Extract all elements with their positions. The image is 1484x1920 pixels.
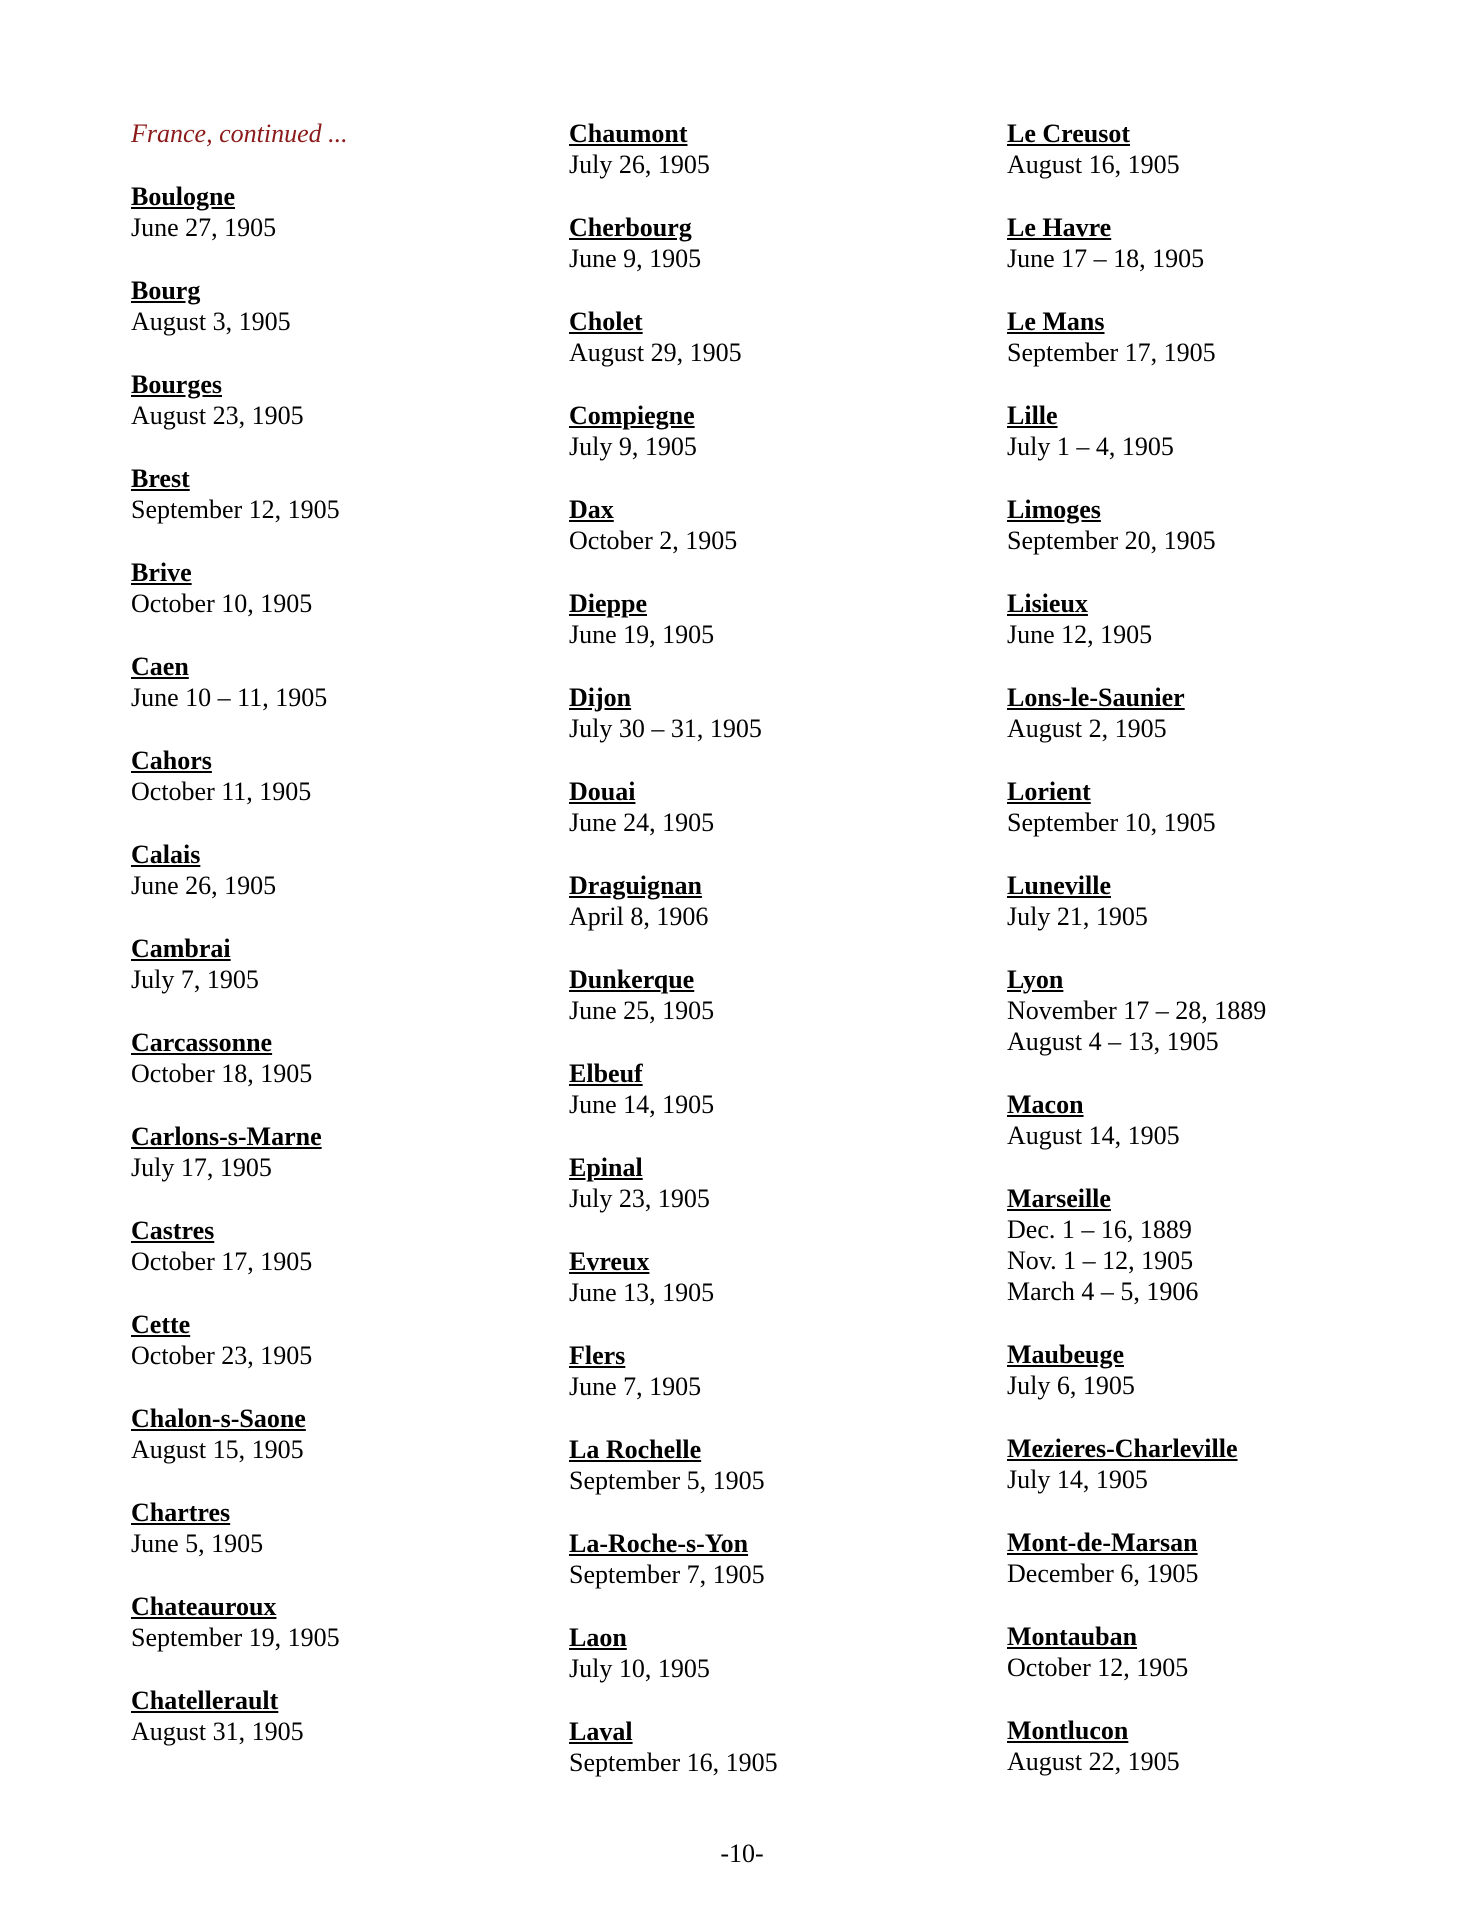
visit-date: August 4 – 13, 1905 — [1007, 1027, 1219, 1056]
visit-date: August 15, 1905 — [131, 1435, 304, 1464]
city-entry — [1007, 1621, 1427, 1683]
visit-date: June 10 – 11, 1905 — [131, 683, 328, 712]
city-entry — [131, 275, 551, 337]
city-name: Cahors — [131, 746, 212, 775]
city-entry — [569, 1340, 989, 1402]
continued-label: France, continued ... — [131, 119, 348, 148]
visit-date: October 17, 1905 — [131, 1247, 313, 1276]
city-name: La-Roche-s-Yon — [569, 1529, 749, 1558]
city-name: Compiegne — [569, 401, 695, 430]
visit-date: October 18, 1905 — [131, 1059, 313, 1088]
city-name: Dax — [569, 495, 614, 524]
column-1 — [131, 118, 551, 1779]
city-name: Maubeuge — [1007, 1340, 1124, 1369]
city-name: Castres — [131, 1216, 215, 1245]
city-name: Carcassonne — [131, 1028, 273, 1057]
city-name: Chalon-s-Saone — [131, 1404, 306, 1433]
city-entry — [131, 557, 551, 619]
visit-date: December 6, 1905 — [1007, 1559, 1199, 1588]
visit-date: August 23, 1905 — [131, 401, 304, 430]
visit-date: April 8, 1906 — [569, 902, 709, 931]
city-entry — [131, 463, 551, 525]
visit-date: July 9, 1905 — [569, 432, 697, 461]
city-entry — [1007, 118, 1427, 180]
city-name: Boulogne — [131, 182, 236, 211]
city-entry — [131, 369, 551, 431]
visit-date: June 14, 1905 — [569, 1090, 715, 1119]
city-entry — [569, 118, 989, 180]
city-name: Chartres — [131, 1498, 231, 1527]
city-name: Le Creusot — [1007, 119, 1131, 148]
city-name: Flers — [569, 1341, 626, 1370]
city-entry — [1007, 964, 1427, 1057]
visit-date: September 10, 1905 — [1007, 808, 1216, 837]
city-entry — [569, 870, 989, 932]
city-entry — [569, 964, 989, 1026]
visit-date: September 16, 1905 — [569, 1748, 778, 1777]
visit-date: September 17, 1905 — [1007, 338, 1216, 367]
city-entry — [1007, 1715, 1427, 1777]
city-entry — [1007, 588, 1427, 650]
city-entry — [569, 1058, 989, 1120]
city-name: Epinal — [569, 1153, 643, 1182]
visit-date: October 12, 1905 — [1007, 1653, 1189, 1682]
city-name: Mezieres-Charleville — [1007, 1434, 1238, 1463]
city-entry — [569, 682, 989, 744]
city-entry — [569, 306, 989, 368]
city-entry — [569, 212, 989, 274]
visit-date: August 22, 1905 — [1007, 1747, 1180, 1776]
city-name: Elbeuf — [569, 1059, 643, 1088]
visit-date: July 1 – 4, 1905 — [1007, 432, 1174, 461]
city-name: La Rochelle — [569, 1435, 702, 1464]
city-name: Lyon — [1007, 965, 1064, 994]
city-name: Lisieux — [1007, 589, 1088, 618]
city-entry — [131, 1121, 551, 1183]
city-name: Bourg — [131, 276, 201, 305]
visit-date: July 30 – 31, 1905 — [569, 714, 762, 743]
city-entry — [131, 839, 551, 901]
city-entry — [131, 745, 551, 807]
visit-date: August 16, 1905 — [1007, 150, 1180, 179]
city-name: Le Havre — [1007, 213, 1112, 242]
city-entry — [1007, 494, 1427, 556]
visit-date: August 14, 1905 — [1007, 1121, 1180, 1150]
city-entry — [131, 181, 551, 243]
city-entry — [569, 1152, 989, 1214]
city-name: Brest — [131, 464, 190, 493]
city-name: Brive — [131, 558, 192, 587]
city-entry — [1007, 1183, 1427, 1307]
city-name: Dunkerque — [569, 965, 695, 994]
city-entry — [569, 1716, 989, 1778]
city-name: Draguignan — [569, 871, 702, 900]
visit-date: Dec. 1 – 16, 1889 — [1007, 1215, 1192, 1244]
visit-date: July 7, 1905 — [131, 965, 259, 994]
visit-date: October 23, 1905 — [131, 1341, 313, 1370]
visit-date: June 12, 1905 — [1007, 620, 1153, 649]
visit-date: September 7, 1905 — [569, 1560, 765, 1589]
city-entry — [569, 1528, 989, 1590]
visit-date: June 13, 1905 — [569, 1278, 715, 1307]
visit-date: September 5, 1905 — [569, 1466, 765, 1495]
visit-date: September 20, 1905 — [1007, 526, 1216, 555]
visit-date: June 17 – 18, 1905 — [1007, 244, 1205, 273]
city-name: Laval — [569, 1717, 633, 1746]
city-entry — [131, 651, 551, 713]
city-name: Laon — [569, 1623, 627, 1652]
city-name: Calais — [131, 840, 201, 869]
city-entry — [131, 1403, 551, 1465]
city-entry — [131, 1309, 551, 1371]
visit-date: July 10, 1905 — [569, 1654, 710, 1683]
visit-date: June 24, 1905 — [569, 808, 715, 837]
city-entry — [569, 588, 989, 650]
city-name: Bourges — [131, 370, 222, 399]
visit-date: July 14, 1905 — [1007, 1465, 1148, 1494]
visit-date: August 31, 1905 — [131, 1717, 304, 1746]
visit-date: September 12, 1905 — [131, 495, 340, 524]
visit-date: June 7, 1905 — [569, 1372, 702, 1401]
column-1-entries — [131, 181, 551, 1747]
city-entry — [569, 494, 989, 556]
visit-date: October 2, 1905 — [569, 526, 738, 555]
city-name: Chaumont — [569, 119, 688, 148]
visit-date: August 2, 1905 — [1007, 714, 1167, 743]
city-entry — [1007, 776, 1427, 838]
city-name: Montlucon — [1007, 1716, 1129, 1745]
city-entry — [1007, 1433, 1427, 1495]
city-entry — [569, 1622, 989, 1684]
visit-date: August 29, 1905 — [569, 338, 742, 367]
city-name: Cambrai — [131, 934, 231, 963]
city-name: Cette — [131, 1310, 191, 1339]
visit-date: November 17 – 28, 1889 — [1007, 996, 1267, 1025]
visit-date: June 19, 1905 — [569, 620, 715, 649]
city-entry — [131, 1497, 551, 1559]
visit-date: June 25, 1905 — [569, 996, 715, 1025]
city-entry — [131, 933, 551, 995]
city-name: Macon — [1007, 1090, 1084, 1119]
column-2 — [569, 118, 989, 1810]
city-entry — [569, 1246, 989, 1308]
city-name: Chatellerault — [131, 1686, 279, 1715]
visit-date: August 3, 1905 — [131, 307, 291, 336]
visit-date: July 21, 1905 — [1007, 902, 1148, 931]
city-name: Marseille — [1007, 1184, 1111, 1213]
city-entry — [1007, 1339, 1427, 1401]
visit-date: October 11, 1905 — [131, 777, 312, 806]
city-entry — [1007, 870, 1427, 932]
city-name: Chateauroux — [131, 1592, 277, 1621]
city-name: Lons-le-Saunier — [1007, 683, 1185, 712]
city-entry — [569, 1434, 989, 1496]
page-number: -10- — [720, 1839, 764, 1868]
city-name: Mont-de-Marsan — [1007, 1528, 1198, 1557]
city-name: Montauban — [1007, 1622, 1138, 1651]
city-name: Limoges — [1007, 495, 1101, 524]
city-entry — [131, 1027, 551, 1089]
city-name: Luneville — [1007, 871, 1112, 900]
city-entry — [1007, 212, 1427, 274]
visit-date: June 26, 1905 — [131, 871, 277, 900]
city-entry — [1007, 400, 1427, 462]
city-name: Carlons-s-Marne — [131, 1122, 322, 1151]
city-name: Douai — [569, 777, 636, 806]
city-entry — [569, 400, 989, 462]
city-entry — [131, 1685, 551, 1747]
visit-date: July 26, 1905 — [569, 150, 710, 179]
city-name: Cherbourg — [569, 213, 692, 242]
city-entry — [1007, 1089, 1427, 1151]
city-entry — [1007, 306, 1427, 368]
city-name: Lorient — [1007, 777, 1091, 806]
city-name: Le Mans — [1007, 307, 1105, 336]
city-entry — [569, 776, 989, 838]
visit-date: Nov. 1 – 12, 1905 — [1007, 1246, 1194, 1275]
column-3 — [1007, 118, 1427, 1809]
city-name: Lille — [1007, 401, 1058, 430]
city-entry — [131, 1215, 551, 1277]
city-name: Dijon — [569, 683, 632, 712]
visit-date: September 19, 1905 — [131, 1623, 340, 1652]
visit-date: June 5, 1905 — [131, 1529, 264, 1558]
visit-date: March 4 – 5, 1906 — [1007, 1277, 1199, 1306]
city-name: Evreux — [569, 1247, 650, 1276]
city-entry — [1007, 1527, 1427, 1589]
city-entry — [1007, 682, 1427, 744]
visit-date: July 17, 1905 — [131, 1153, 272, 1182]
city-name: Caen — [131, 652, 189, 681]
visit-date: July 23, 1905 — [569, 1184, 710, 1213]
visit-date: October 10, 1905 — [131, 589, 313, 618]
city-name: Cholet — [569, 307, 643, 336]
city-name: Dieppe — [569, 589, 647, 618]
city-entry — [131, 1591, 551, 1653]
column-2-entries — [569, 118, 989, 1778]
visit-date: July 6, 1905 — [1007, 1371, 1135, 1400]
column-3-entries — [1007, 118, 1427, 1777]
visit-date: June 27, 1905 — [131, 213, 277, 242]
visit-date: June 9, 1905 — [569, 244, 702, 273]
